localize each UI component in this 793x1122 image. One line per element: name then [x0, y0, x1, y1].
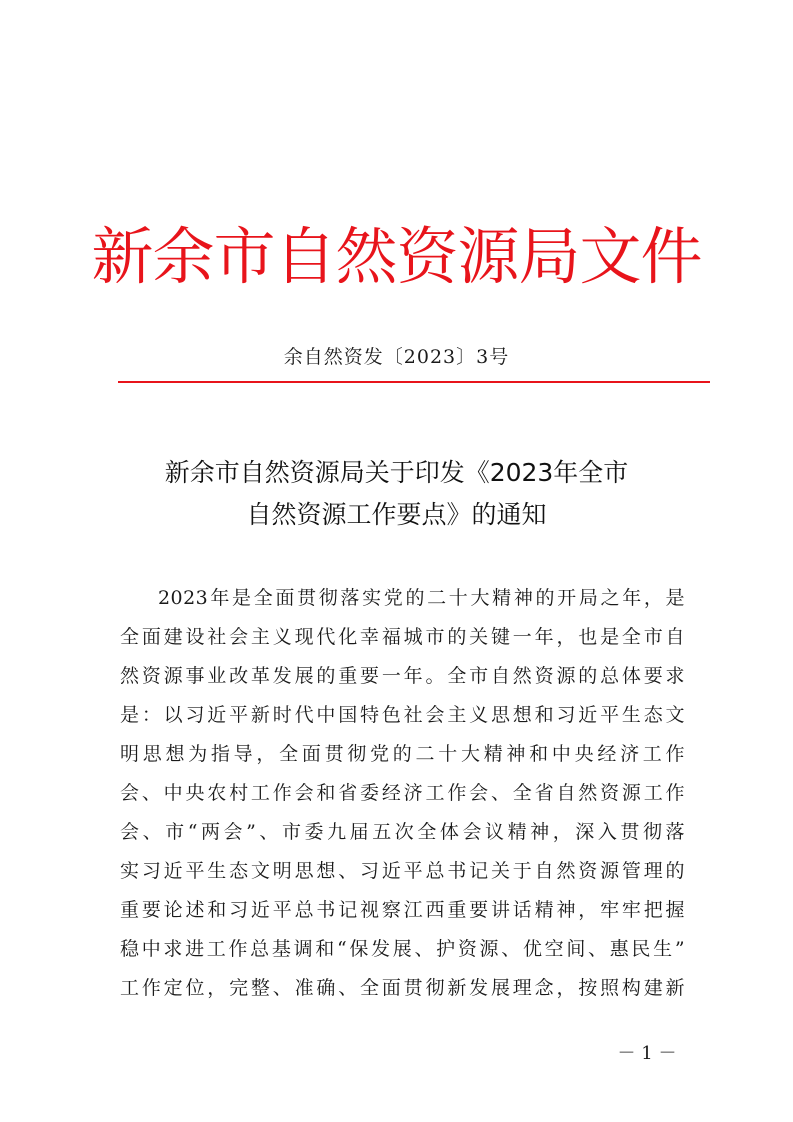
body-line: 实习近平生态文明思想、习近平总书记关于自然资源管理的 [120, 860, 685, 882]
letterhead-title: 新余市自然资源局文件 [91, 220, 702, 293]
body-line: 然资源事业改革发展的重要一年。全市自然资源的总体要求 [120, 665, 685, 687]
document-number: 余自然资发〔2023〕3号 [283, 346, 510, 368]
page-number: － 1 － [617, 1043, 677, 1064]
body-line: 稳中求进工作总基调和“保发展、护资源、优空间、惠民生” [120, 938, 685, 960]
document-title-line-2: 自然资源工作要点》的通知 [246, 500, 547, 529]
body-line: 会、市“两会”、市委九届五次全体会议精神，深入贯彻落 [120, 821, 685, 843]
document-title [90, 452, 703, 536]
body-line: 全面建设社会主义现代化幸福城市的关键一年，也是全市自 [120, 626, 685, 648]
body-line: 是：以习近平新时代中国特色社会主义思想和习近平生态文 [120, 704, 685, 726]
red-divider-line [118, 381, 710, 383]
body-line: 明思想为指导，全面贯彻党的二十大精神和中央经济工作 [120, 743, 685, 765]
body-line: 重要论述和习近平总书记视察江西重要讲话精神，牢牢把握 [120, 899, 685, 921]
body-line: 2023年是全面贯彻落实党的二十大精神的开局之年，是 [158, 587, 685, 609]
document-title-line-1: 新余市自然资源局关于印发《2023年全市 [164, 458, 629, 487]
body-line: 会、中央农村工作会和省委经济工作会、全省自然资源工作 [120, 782, 685, 804]
body-line: 工作定位，完整、准确、全面贯彻新发展理念，按照构建新 [120, 977, 685, 999]
body-paragraph [120, 579, 685, 1008]
